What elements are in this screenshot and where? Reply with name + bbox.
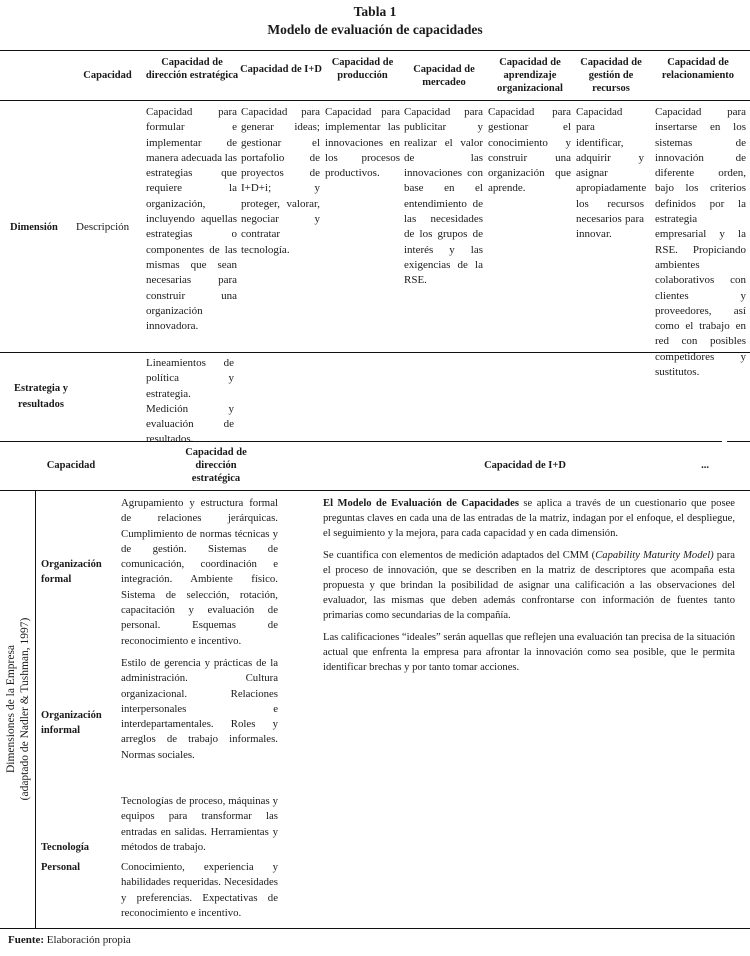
table2-corner-header: Capacidad <box>46 460 96 471</box>
table2-header-rule <box>0 490 750 491</box>
col-header-direccion: Capacidad de dirección estratégica <box>145 57 239 81</box>
source-note <box>8 934 131 946</box>
dimension-label-organizacion-informal: Organización informal <box>41 710 102 736</box>
col-header-id: Capacidad de I+D <box>240 64 322 75</box>
paragraph-1-text: se aplica a través de un cuestionario que posee preguntas claves en cada una de las entradas de la matriz, indagan por el enfoque, el despliegue, el seguimiento y la mejora, para cada capacidad y en cada dimensión. <box>323 498 735 540</box>
side-label-line1: Dimensiones de la Empresa <box>5 644 17 774</box>
description-relacionamiento: Capacidad para insertarse en los sistemas de innovación de diferente orden, bajo los criterios definidos por la estrategia empresarial y la RSE. Propiciando ambientes colaborativos con clientes y proveedores, así como el trabajo en red con posibles competidores y sustitutos. <box>655 106 746 379</box>
header-rule <box>0 100 750 101</box>
description-aprendizaje: Capacidad para gestionar el conocimiento y construir una organización que aprende. <box>488 106 571 195</box>
source-text: Elaboración propia <box>44 934 131 946</box>
col-header-recursos: Capacidad de gestión de recursos <box>580 57 642 94</box>
table-number: Tabla 1 <box>353 4 397 19</box>
description-id: Capacidad para generar ideas; gestionar el portafolio de proyectos de I+D+i; y proteger, valorar, negociar y contratar tecnología. <box>241 106 320 256</box>
table2-col-header-more: ... <box>701 460 709 471</box>
dimension-text-tecnologia: Tecnologías de proceso, máquinas y equipos para transformar las entradas en salidas. Herramientas y métodos de trabajo. <box>121 795 278 853</box>
source-label: Fuente: <box>8 934 45 946</box>
explanation-paragraph-3: Las calificaciones “ideales” serán aquellas que reflejen una evaluación tan precisa de la situación actual que enfrenta la empresa para afrontar la innovación como sea posible, que le permita identificar brechas y por tanto tomar acciones. <box>323 631 735 674</box>
col-header-aprendizaje: Capacidad de aprendizaje organizacional <box>497 57 563 94</box>
description-direccion: Capacidad para formular e implementar de manera adecuada las estrategias que requiere la organización, incluyendo aquellas estrategias o componentes de las mismas que sean necesarias para construir una organización innovadora. <box>146 106 237 333</box>
col-header-mercadeo: Capacidad de mercadeo <box>413 64 475 88</box>
dimension-text-organizacion-informal: Estilo de gerencia y prácticas de la administración. Cultura organizacional. Relaciones interpersonales e interdepartamentales. Roles y arreglos de trabajo informales. Normas sociales. <box>121 657 278 761</box>
table2-col-header-id: Capacidad de I+D <box>484 460 566 471</box>
corner-header: Capacidad <box>83 70 132 81</box>
paragraph-2-text-b: para el proceso de innovación, que se describen en la matriz de descriptores que acompaña esta propuesta y que brindan la posibilidad de asignar una calificación a las observaciones del evaluador, las mismas que deben además confrontarse con información de fuentes tanto primarias como secundarias de la compañía. <box>323 549 735 622</box>
model-name: El Modelo de Evaluación de Capacidades <box>323 498 519 509</box>
strategy-row-text: Lineamientos de política y estrategia. Medición y evaluación de resultados. <box>146 357 234 446</box>
side-label-line2: (adaptado de Nadler & Tushman, 1997) <box>19 617 31 801</box>
side-label <box>4 569 32 849</box>
paragraph-2-text-a: Se cuantifica con elementos de medición adaptados del CMM ( <box>323 549 596 561</box>
table-title: Modelo de evaluación de capacidades <box>267 22 483 37</box>
model-explanation <box>323 496 735 681</box>
description-produccion: Capacidad para implementar las innovaciones en los procesos productivos. <box>325 106 400 180</box>
dimension-label-personal: Personal <box>41 862 81 873</box>
side-column-divider <box>35 490 36 928</box>
explanation-paragraph-2 <box>323 548 735 624</box>
dimension-label-tecnologia: Tecnología <box>41 842 90 853</box>
dimension-text-personal: Conocimiento, experiencia y habilidades requeridas. Necesidades y preferencias. Expectativas de reconocimiento e incentivo. <box>121 861 278 919</box>
dimension-label-organizacion-formal: Organización formal <box>41 559 102 585</box>
table2-col-header-direccion: Capacidad de dirección estratégica <box>185 447 247 484</box>
table2-top-rule-end <box>727 441 750 442</box>
cmm-name: Capability Maturity Model) <box>595 549 714 561</box>
table2-top-rule <box>0 441 722 442</box>
dimension-text-organizacion-formal: Agrupamiento y estructura formal de relaciones jerárquicas. Cumplimiento de normas técnicas y de gestión. Sistemas de comunicación, coordinación e integración. Ambiente físico. Sistema de selección, rotación, capacitación y evaluación de personal. Esquemas de reconocimiento e incentivo. <box>121 497 278 647</box>
bottom-rule <box>0 928 750 929</box>
row-rule <box>0 352 750 353</box>
top-rule <box>0 50 750 51</box>
description-mercadeo: Capacidad para publicitar y realizar el valor de las innovaciones con base en el entendimiento de las necesidades de los grupos de interés y las exigencias de la RSE. <box>404 106 483 287</box>
strategy-row-label: Estrategia y resultados <box>14 383 68 410</box>
description-recursos: Capacidad para identificar, adquirir y asignar apropiadamente los recursos necesarios para innovar. <box>576 106 647 241</box>
col-header-relacionamiento: Capacidad de relacionamiento <box>661 57 735 81</box>
description-label: Descripción <box>76 221 130 233</box>
explanation-paragraph-1 <box>323 496 735 542</box>
dimension-label: Dimensión <box>10 222 58 233</box>
col-header-produccion: Capacidad de producción <box>331 57 394 81</box>
